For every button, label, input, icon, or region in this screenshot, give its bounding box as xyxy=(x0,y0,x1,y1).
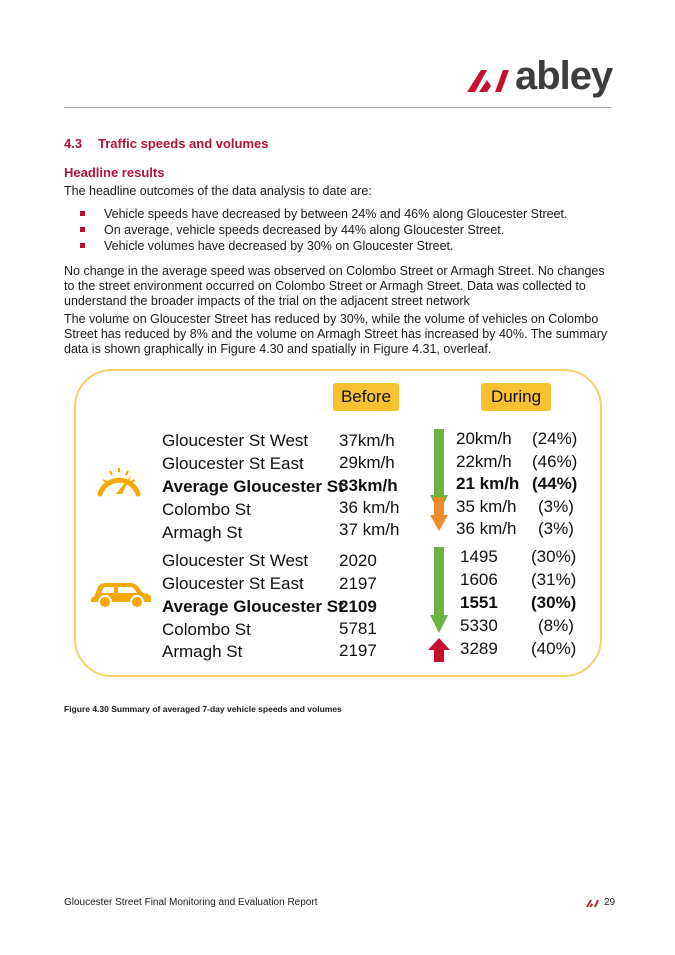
figure-caption: Figure 4.30 Summary of averaged 7-day vehicle speeds and volumes xyxy=(64,704,342,714)
speed-change: (44%) xyxy=(532,474,578,493)
before-header: Before xyxy=(333,383,399,411)
during-header: During xyxy=(481,383,551,411)
bullet-item: Vehicle speeds have decreased by between 24% and 46% along Gloucester Street. xyxy=(80,206,610,222)
abley-mark-icon xyxy=(586,898,600,907)
volume-row-name: Gloucester St West xyxy=(162,551,309,570)
speed-change: (24%) xyxy=(532,429,578,448)
page-number: 29 xyxy=(604,897,616,908)
speedometer-icon xyxy=(94,458,144,498)
section-title: Traffic speeds and volumes xyxy=(98,136,269,151)
speed-decrease-arrow-orange xyxy=(430,497,448,531)
volume-change: (31%) xyxy=(531,570,577,589)
speed-volume-infographic xyxy=(74,369,602,677)
volume-row-name: Average Gloucester St xyxy=(162,597,344,616)
volume-change: (30%) xyxy=(531,593,577,612)
speed-before: 36 km/h xyxy=(339,498,400,517)
section-number: 4.3 xyxy=(64,136,83,151)
speed-change: (46%) xyxy=(532,452,578,471)
speed-before: 37km/h xyxy=(339,431,395,450)
header-divider xyxy=(64,107,611,108)
speed-during: 22km/h xyxy=(456,452,512,471)
volume-row-name: Armagh St xyxy=(162,642,243,661)
bullet-marker xyxy=(80,227,85,232)
headline-title: Headline results xyxy=(64,165,165,180)
volume-change: (40%) xyxy=(531,639,577,658)
volume-row-name: Colombo St xyxy=(162,620,251,639)
volume-during: 3289 xyxy=(460,639,498,658)
headline-intro: The headline outcomes of the data analysis to date are: xyxy=(64,184,372,198)
paragraph: No change in the average speed was observed on Colombo Street or Armagh Street. No changes to the street environment occurred on Colombo Street or Armagh Street. Data was collected to understand the broader impacts of the trial on the adjacent street network xyxy=(64,264,605,308)
volume-before: 2020 xyxy=(339,551,377,570)
volume-before: 2109 xyxy=(339,597,377,616)
speed-during: 21 km/h xyxy=(456,474,520,493)
speed-during: 35 km/h xyxy=(456,497,517,516)
footer-report-title: Gloucester Street Final Monitoring and Evaluation Report xyxy=(64,897,318,908)
speed-during: 36 km/h xyxy=(456,519,517,538)
speed-row-name: Armagh St xyxy=(162,523,243,542)
speed-before: 29km/h xyxy=(339,453,395,472)
footer-page xyxy=(586,897,615,908)
car-icon xyxy=(90,575,152,609)
volume-decrease-arrow-green xyxy=(430,547,448,633)
speed-row-name: Colombo St xyxy=(162,500,251,519)
speed-during: 20km/h xyxy=(456,429,512,448)
volume-before: 5781 xyxy=(339,619,377,638)
bullet-item: Vehicle volumes have decreased by 30% on Gloucester Street. xyxy=(80,238,610,254)
headline-bullets xyxy=(80,206,610,254)
volume-during: 1495 xyxy=(460,547,498,566)
volume-row-name: Gloucester St East xyxy=(162,574,304,593)
speed-row-name: Average Gloucester St xyxy=(162,477,344,496)
speed-row-name: Gloucester St East xyxy=(162,454,304,473)
speed-row-name: Gloucester St West xyxy=(162,431,309,450)
volume-during: 5330 xyxy=(460,616,498,635)
volume-before: 2197 xyxy=(339,641,377,660)
volume-change: (30%) xyxy=(531,547,577,566)
volume-before: 2197 xyxy=(339,574,377,593)
volume-change: (8%) xyxy=(538,616,574,635)
abley-mark-icon xyxy=(465,58,513,94)
volume-increase-arrow-red xyxy=(428,638,450,662)
bullet-marker xyxy=(80,243,85,248)
volume-during: 1551 xyxy=(460,593,498,612)
logo-text: abley xyxy=(515,54,613,98)
bullet-marker xyxy=(80,211,85,216)
speed-change: (3%) xyxy=(538,497,574,516)
speed-before: 33km/h xyxy=(339,476,398,495)
abley-logo xyxy=(465,54,613,98)
speed-before: 37 km/h xyxy=(339,520,400,539)
speed-change: (3%) xyxy=(538,519,574,538)
volume-during: 1606 xyxy=(460,570,498,589)
paragraph: The volume on Gloucester Street has reduced by 30%, while the volume of vehicles on Colombo Street has reduced by 8% and the volume on Armagh Street has increased by 40%. The summary data is shown graphically in Figure 4.30 and spatially in Figure 4.31, overleaf. xyxy=(64,312,608,356)
section-heading xyxy=(64,136,269,151)
bullet-item: On average, vehicle speeds decreased by 44% along Gloucester Street. xyxy=(80,222,610,238)
